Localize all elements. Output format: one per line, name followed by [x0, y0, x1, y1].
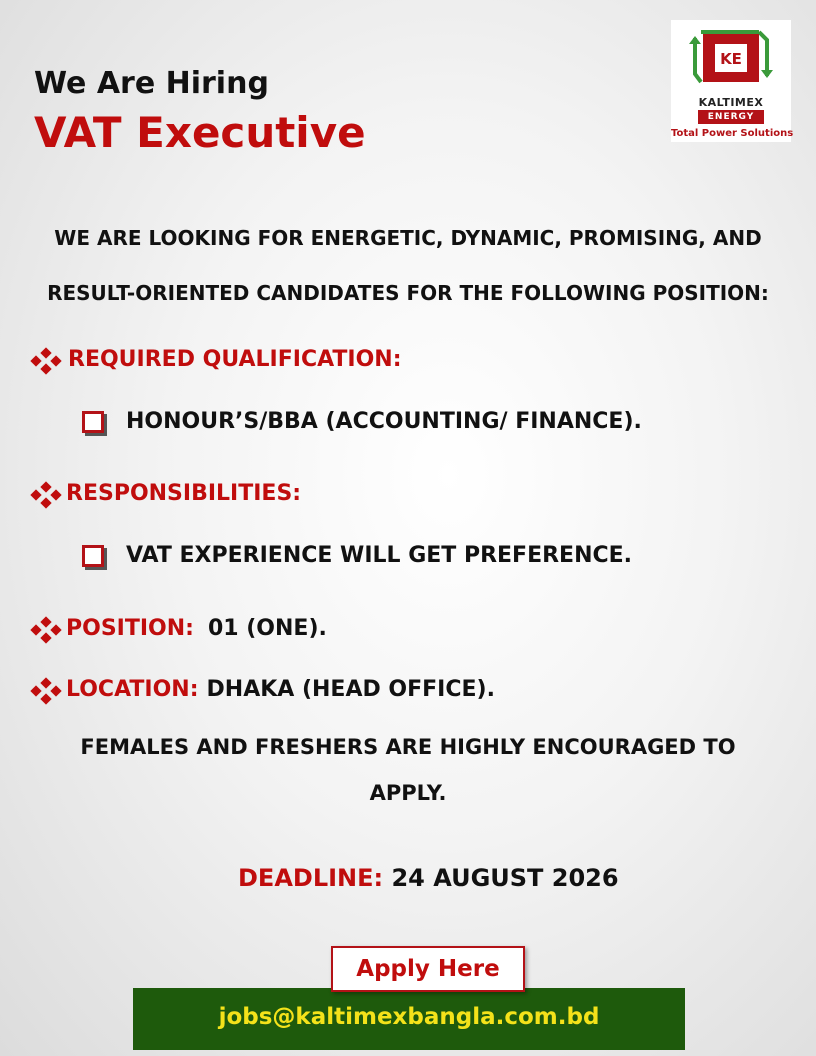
qualification-text: HONOUR’S/BBA (ACCOUNTING/ FINANCE).: [126, 409, 642, 434]
responsibilities-heading: [32, 481, 301, 506]
qualification-label: REQUIRED QUALIFICATION:: [68, 347, 402, 372]
diamond-bullet-icon: [32, 349, 60, 371]
position-label: POSITION:: [66, 616, 194, 641]
location-value: DHAKA (HEAD OFFICE).: [206, 677, 495, 702]
diamond-bullet-icon: [32, 483, 60, 505]
responsibilities-item: [82, 543, 632, 568]
diamond-bullet-icon: [32, 618, 60, 640]
checkbox-icon: [82, 545, 104, 567]
logo-tagline: Total Power Solutions: [671, 128, 794, 139]
encourage-line-2: APPLY.: [369, 781, 447, 805]
logo-name: KALTIMEX: [698, 96, 764, 109]
location-label: LOCATION:: [66, 677, 199, 702]
apply-button[interactable]: Apply Here: [331, 946, 525, 992]
company-logo: [671, 20, 794, 142]
hiring-heading: We Are Hiring: [34, 66, 269, 101]
qualification-heading: [32, 347, 402, 372]
location-row: [32, 677, 495, 702]
deadline: [238, 864, 619, 892]
deadline-label: DEADLINE:: [238, 864, 384, 892]
checkbox-icon: [82, 411, 104, 433]
logo-mark-icon: [671, 20, 791, 96]
responsibilities-text: VAT EXPERIENCE WILL GET PREFERENCE.: [126, 543, 633, 568]
email-link[interactable]: jobs@kaltimexbangla.com.bd: [133, 988, 685, 1050]
qualification-item: [82, 409, 642, 434]
intro-line-2: RESULT-ORIENTED CANDIDATES FOR THE FOLLOWING POSITION:: [47, 281, 769, 305]
intro-line-1: WE ARE LOOKING FOR ENERGETIC, DYNAMIC, PROMISING, AND: [54, 226, 762, 250]
encourage-line-1: FEMALES AND FRESHERS ARE HIGHLY ENCOURAGED TO: [80, 735, 736, 759]
svg-text:KE: KE: [720, 50, 742, 68]
position-row: [32, 616, 327, 641]
diamond-bullet-icon: [32, 679, 60, 701]
logo-energy: ENERGY: [698, 110, 764, 124]
job-title: VAT Executive: [34, 108, 366, 157]
responsibilities-label: RESPONSIBILITIES:: [66, 481, 302, 506]
deadline-value: 24 AUGUST 2026: [391, 864, 619, 892]
position-value: 01 (ONE).: [207, 616, 327, 641]
